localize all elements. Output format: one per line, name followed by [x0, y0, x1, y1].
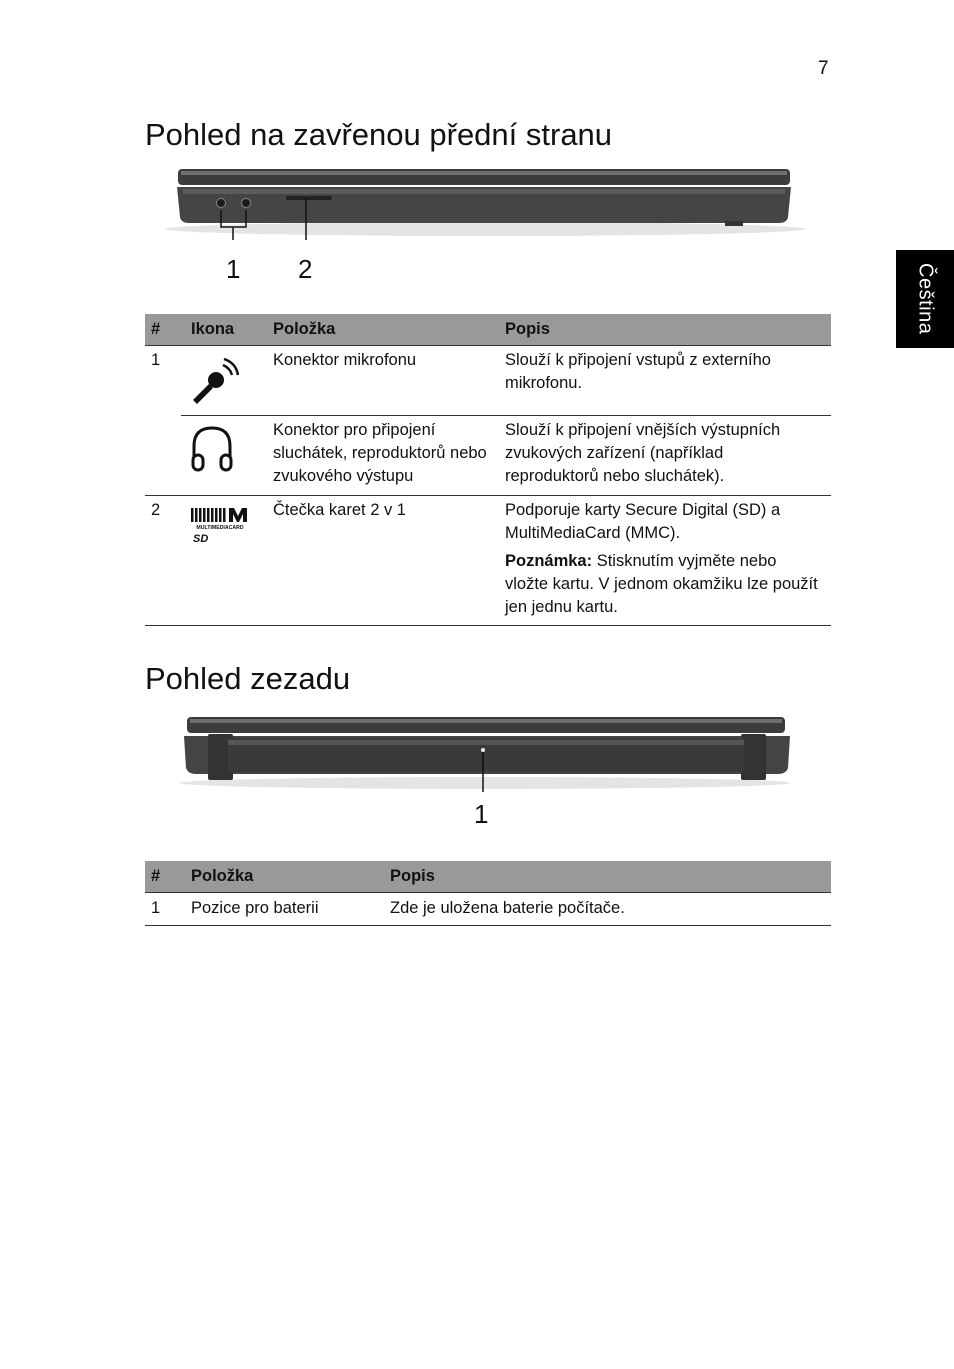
row-number: 2: [145, 496, 181, 626]
col-header-item: Položka: [263, 314, 495, 346]
note-text: Stisknutím vyjměte nebo vložte kartu. V jednom okamžiku lze použít jen jednu kartu.: [505, 552, 818, 616]
description-cell: Slouží k připojení vstupů z externího mikrofonu.: [495, 346, 831, 416]
description-cell: Slouží k připojení vnějších výstupních zvukových zařízení (například reproduktorů nebo sluchátek).: [495, 416, 831, 496]
col-header-description: Popis: [380, 861, 831, 893]
item-cell: Konektor pro připojení sluchátek, reproduktorů nebo zvukového výstupu: [263, 416, 495, 496]
description-cell: [495, 496, 831, 626]
rear-section-title: Pohled zezadu: [145, 661, 351, 696]
row-number: [145, 416, 181, 496]
table-header-row: [145, 861, 831, 893]
front-callout-1: 1: [226, 254, 241, 284]
table-header-row: [145, 314, 831, 346]
microphone-icon: [189, 358, 239, 404]
col-header-description: Popis: [495, 314, 831, 346]
microphone-icon-cell: [181, 346, 263, 416]
description-text: Podporuje karty Secure Digital (SD) a MultiMediaCard (MMC).: [505, 501, 781, 542]
language-tab: [896, 250, 954, 348]
table-row: [145, 416, 831, 496]
language-tab-label: Čeština: [914, 263, 937, 335]
front-callout-2: 2: [298, 254, 313, 284]
headphones-icon-cell: [181, 416, 263, 496]
rear-ports-table: [145, 861, 831, 926]
col-header-item: Položka: [181, 861, 380, 893]
col-header-number: #: [145, 861, 181, 893]
row-number: 1: [145, 893, 181, 926]
front-ports-table: [145, 314, 831, 626]
card-reader-icon: [189, 506, 251, 544]
table-row: [145, 496, 831, 626]
headphones-icon: [189, 424, 235, 472]
item-cell: Konektor mikrofonu: [263, 346, 495, 416]
table-row: [145, 346, 831, 416]
note: [505, 550, 821, 619]
rear-callout-1: 1: [474, 799, 489, 829]
sd-logo-text: SD: [193, 533, 209, 544]
note-label: Poznámka:: [505, 552, 593, 570]
item-cell: Pozice pro baterii: [181, 893, 380, 926]
item-cell: Čtečka karet 2 v 1: [263, 496, 495, 626]
col-header-icon: Ikona: [181, 314, 263, 346]
col-header-number: #: [145, 314, 181, 346]
front-section-title: Pohled na zavřenou přední stranu: [145, 117, 613, 152]
page-number: 7: [818, 58, 829, 79]
laptop-front-illustration: [155, 165, 815, 240]
mmc-logo-text: MULTIMEDIACARD: [196, 525, 244, 531]
card-reader-icon-cell: [181, 496, 263, 626]
laptop-rear-illustration: [170, 712, 800, 792]
row-number: 1: [151, 351, 161, 369]
table-row: [145, 893, 831, 926]
description-cell: Zde je uložena baterie počítače.: [380, 893, 831, 926]
